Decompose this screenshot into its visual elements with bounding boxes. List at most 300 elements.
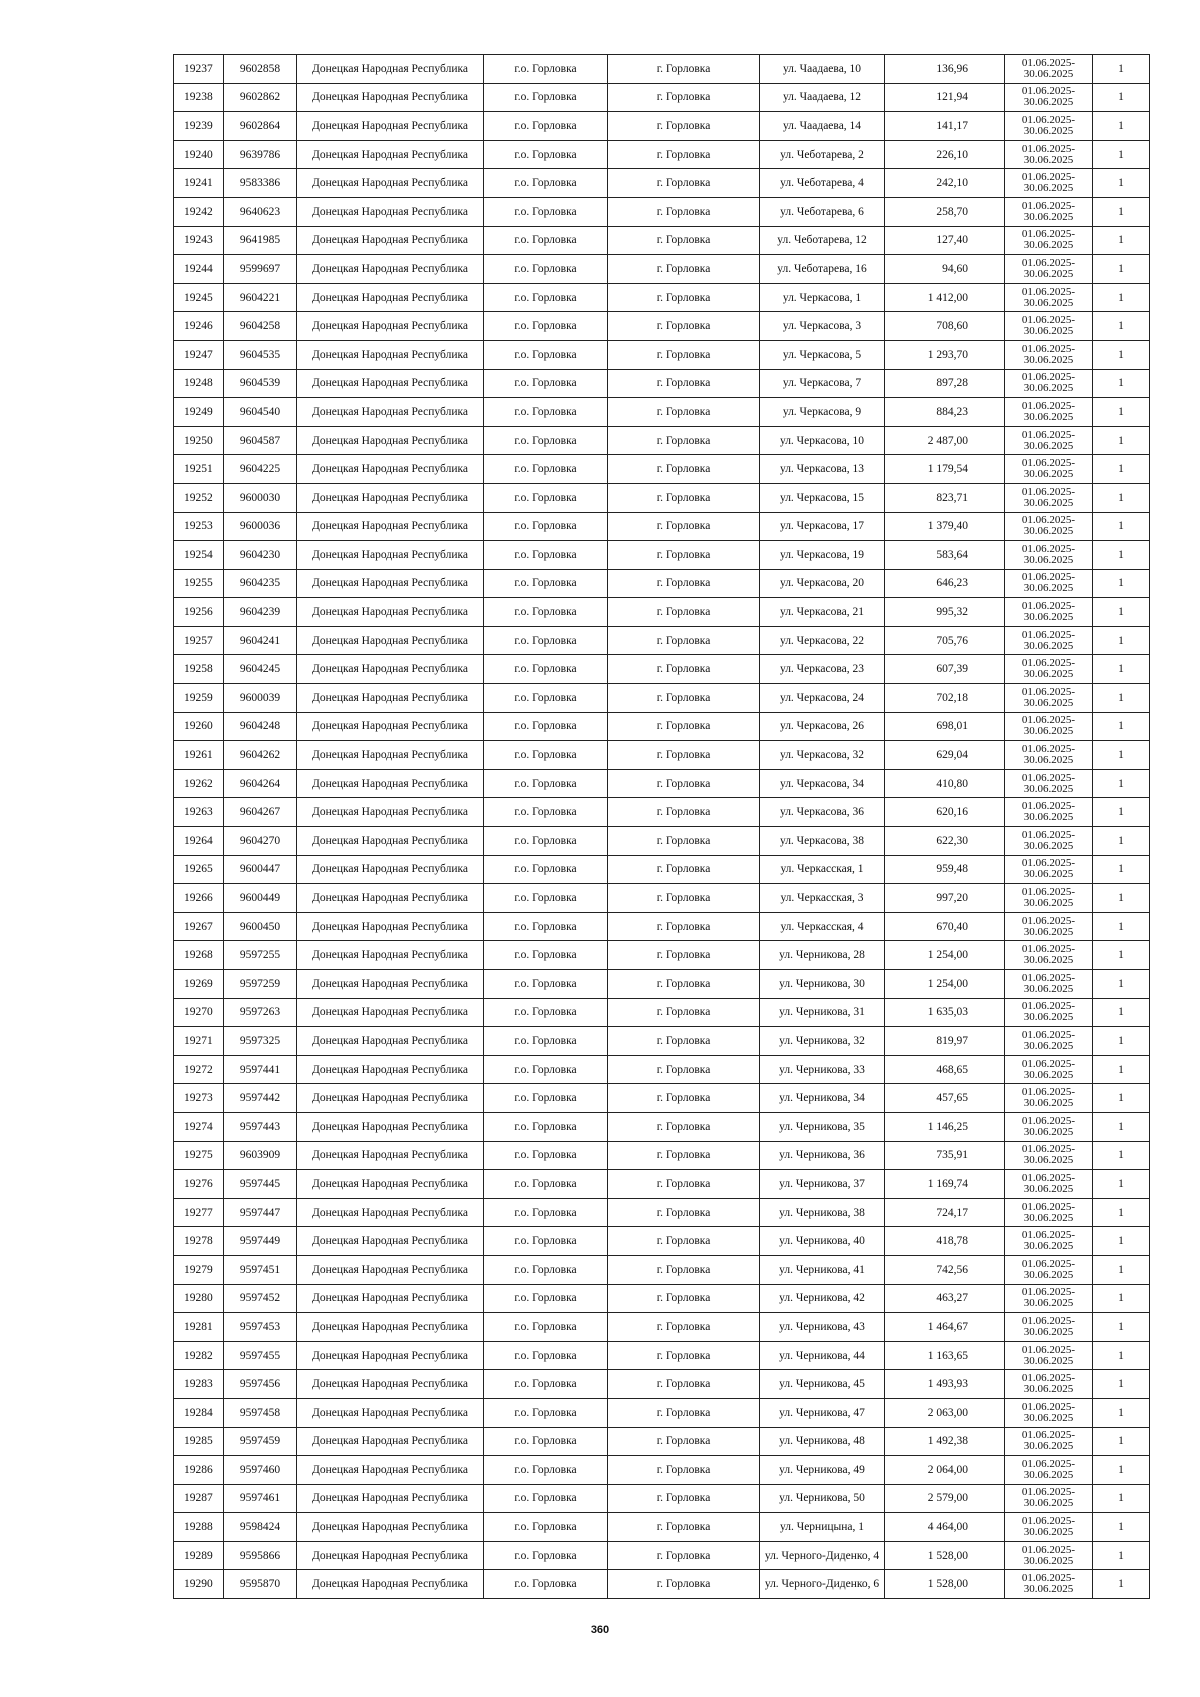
count-cell: 1 xyxy=(1093,1484,1150,1513)
table-row xyxy=(174,884,1150,913)
municipality-cell: г.о. Горловка xyxy=(484,340,608,369)
period-cell xyxy=(1005,255,1093,284)
count-cell: 1 xyxy=(1093,512,1150,541)
table-row xyxy=(174,1170,1150,1199)
municipality-cell: г.о. Горловка xyxy=(484,1284,608,1313)
count-cell: 1 xyxy=(1093,855,1150,884)
address-cell: ул. Чаадаева, 10 xyxy=(760,55,885,84)
municipality-cell: г.о. Горловка xyxy=(484,827,608,856)
period-start: 01.06.2025- xyxy=(1021,1543,1076,1556)
period-end: 30.06.2025 xyxy=(1023,496,1074,509)
address-cell: ул. Черникова, 31 xyxy=(760,998,885,1027)
period-end: 30.06.2025 xyxy=(1023,1211,1074,1224)
period-end: 30.06.2025 xyxy=(1023,210,1074,223)
city-cell: г. Горловка xyxy=(608,1456,760,1485)
municipality-cell: г.о. Горловка xyxy=(484,626,608,655)
row-index-cell: 19276 xyxy=(174,1170,224,1199)
address-cell: ул. Черкасова, 20 xyxy=(760,569,885,598)
row-index-cell: 19244 xyxy=(174,255,224,284)
region-cell: Донецкая Народная Республика xyxy=(297,1398,484,1427)
table-row xyxy=(174,169,1150,198)
period-end: 30.06.2025 xyxy=(1023,1468,1074,1481)
city-cell: г. Горловка xyxy=(608,483,760,512)
address-cell: ул. Черкасова, 36 xyxy=(760,798,885,827)
region-cell: Донецкая Народная Республика xyxy=(297,1427,484,1456)
city-cell: г. Горловка xyxy=(608,855,760,884)
area-cell: 620,16 xyxy=(885,798,1005,827)
period-end: 30.06.2025 xyxy=(1023,1411,1074,1424)
address-cell: ул. Черникова, 43 xyxy=(760,1313,885,1342)
count-cell: 1 xyxy=(1093,598,1150,627)
area-cell: 141,17 xyxy=(885,112,1005,141)
region-cell: Донецкая Народная Республика xyxy=(297,1313,484,1342)
period-start: 01.06.2025- xyxy=(1021,1171,1076,1184)
object-id-cell: 9604264 xyxy=(224,769,297,798)
period-cell xyxy=(1005,169,1093,198)
count-cell: 1 xyxy=(1093,312,1150,341)
address-cell: ул. Черкасова, 34 xyxy=(760,769,885,798)
row-index-cell: 19246 xyxy=(174,312,224,341)
municipality-cell: г.о. Горловка xyxy=(484,741,608,770)
count-cell: 1 xyxy=(1093,684,1150,713)
period-cell xyxy=(1005,1570,1093,1599)
table-row xyxy=(174,312,1150,341)
table-row xyxy=(174,1284,1150,1313)
municipality-cell: г.о. Горловка xyxy=(484,1541,608,1570)
period-start: 01.06.2025- xyxy=(1021,743,1076,756)
row-index-cell: 19285 xyxy=(174,1427,224,1456)
count-cell: 1 xyxy=(1093,1398,1150,1427)
area-cell: 1 163,65 xyxy=(885,1341,1005,1370)
address-cell: ул. Черникова, 37 xyxy=(760,1170,885,1199)
period-end: 30.06.2025 xyxy=(1023,839,1074,852)
area-cell: 94,60 xyxy=(885,255,1005,284)
address-cell: ул. Черкасова, 23 xyxy=(760,655,885,684)
table-row xyxy=(174,1398,1150,1427)
table-row xyxy=(174,1084,1150,1113)
count-cell: 1 xyxy=(1093,197,1150,226)
city-cell: г. Горловка xyxy=(608,684,760,713)
area-cell: 1 169,74 xyxy=(885,1170,1005,1199)
period-start: 01.06.2025- xyxy=(1021,1372,1076,1385)
region-cell: Донецкая Народная Республика xyxy=(297,112,484,141)
city-cell: г. Горловка xyxy=(608,569,760,598)
area-cell: 1 293,70 xyxy=(885,340,1005,369)
area-cell: 1 493,93 xyxy=(885,1370,1005,1399)
count-cell: 1 xyxy=(1093,1456,1150,1485)
row-index-cell: 19273 xyxy=(174,1084,224,1113)
period-cell xyxy=(1005,1484,1093,1513)
row-index-cell: 19262 xyxy=(174,769,224,798)
period-start: 01.06.2025- xyxy=(1021,1400,1076,1413)
city-cell: г. Горловка xyxy=(608,112,760,141)
period-cell xyxy=(1005,1055,1093,1084)
period-cell xyxy=(1005,1313,1093,1342)
period-end: 30.06.2025 xyxy=(1023,954,1074,967)
area-cell: 1 179,54 xyxy=(885,455,1005,484)
area-cell: 1 379,40 xyxy=(885,512,1005,541)
table-row xyxy=(174,541,1150,570)
count-cell: 1 xyxy=(1093,970,1150,999)
area-cell: 2 579,00 xyxy=(885,1484,1005,1513)
city-cell: г. Горловка xyxy=(608,769,760,798)
object-id-cell: 9597451 xyxy=(224,1255,297,1284)
period-start: 01.06.2025- xyxy=(1021,1343,1076,1356)
city-cell: г. Горловка xyxy=(608,455,760,484)
area-cell: 698,01 xyxy=(885,712,1005,741)
row-index-cell: 19266 xyxy=(174,884,224,913)
municipality-cell: г.о. Горловка xyxy=(484,398,608,427)
area-cell: 1 528,00 xyxy=(885,1570,1005,1599)
row-index-cell: 19281 xyxy=(174,1313,224,1342)
address-cell: ул. Чаадаева, 14 xyxy=(760,112,885,141)
area-cell: 4 464,00 xyxy=(885,1513,1005,1542)
count-cell: 1 xyxy=(1093,1513,1150,1542)
area-cell: 622,30 xyxy=(885,827,1005,856)
count-cell: 1 xyxy=(1093,1313,1150,1342)
region-cell: Донецкая Народная Республика xyxy=(297,140,484,169)
address-cell: ул. Черникова, 42 xyxy=(760,1284,885,1313)
object-id-cell: 9597259 xyxy=(224,970,297,999)
city-cell: г. Горловка xyxy=(608,1570,760,1599)
period-cell xyxy=(1005,312,1093,341)
region-cell: Донецкая Народная Республика xyxy=(297,283,484,312)
region-cell: Донецкая Народная Республика xyxy=(297,1055,484,1084)
row-index-cell: 19270 xyxy=(174,998,224,1027)
row-index-cell: 19263 xyxy=(174,798,224,827)
municipality-cell: г.о. Горловка xyxy=(484,1255,608,1284)
municipality-cell: г.о. Горловка xyxy=(484,855,608,884)
city-cell: г. Горловка xyxy=(608,255,760,284)
period-end: 30.06.2025 xyxy=(1023,897,1074,910)
region-cell: Донецкая Народная Республика xyxy=(297,1255,484,1284)
table-row xyxy=(174,55,1150,84)
object-id-cell: 9604235 xyxy=(224,569,297,598)
area-cell: 242,10 xyxy=(885,169,1005,198)
row-index-cell: 19242 xyxy=(174,197,224,226)
period-start: 01.06.2025- xyxy=(1021,714,1076,727)
region-cell: Донецкая Народная Республика xyxy=(297,798,484,827)
period-start: 01.06.2025- xyxy=(1021,171,1076,184)
region-cell: Донецкая Народная Республика xyxy=(297,1341,484,1370)
area-cell: 410,80 xyxy=(885,769,1005,798)
table-row xyxy=(174,626,1150,655)
period-cell xyxy=(1005,569,1093,598)
region-cell: Донецкая Народная Республика xyxy=(297,455,484,484)
period-start: 01.06.2025- xyxy=(1021,1028,1076,1041)
period-start: 01.06.2025- xyxy=(1021,685,1076,698)
area-cell: 1 412,00 xyxy=(885,283,1005,312)
period-start: 01.06.2025- xyxy=(1021,342,1076,355)
object-id-cell: 9604270 xyxy=(224,827,297,856)
address-cell: ул. Черкасова, 13 xyxy=(760,455,885,484)
city-cell: г. Горловка xyxy=(608,1427,760,1456)
municipality-cell: г.о. Горловка xyxy=(484,1112,608,1141)
address-cell: ул. Черникова, 48 xyxy=(760,1427,885,1456)
city-cell: г. Горловка xyxy=(608,226,760,255)
object-id-cell: 9600447 xyxy=(224,855,297,884)
period-end: 30.06.2025 xyxy=(1023,239,1074,252)
period-end: 30.06.2025 xyxy=(1023,782,1074,795)
city-cell: г. Горловка xyxy=(608,541,760,570)
count-cell: 1 xyxy=(1093,283,1150,312)
row-index-cell: 19256 xyxy=(174,598,224,627)
object-id-cell: 9597458 xyxy=(224,1398,297,1427)
period-start: 01.06.2025- xyxy=(1021,1114,1076,1127)
period-end: 30.06.2025 xyxy=(1023,525,1074,538)
count-cell: 1 xyxy=(1093,1112,1150,1141)
municipality-cell: г.о. Горловка xyxy=(484,1341,608,1370)
count-cell: 1 xyxy=(1093,1141,1150,1170)
period-start: 01.06.2025- xyxy=(1021,1429,1076,1442)
object-id-cell: 9604539 xyxy=(224,369,297,398)
city-cell: г. Горловка xyxy=(608,598,760,627)
period-start: 01.06.2025- xyxy=(1021,428,1076,441)
address-cell: ул. Черкасова, 38 xyxy=(760,827,885,856)
municipality-cell: г.о. Горловка xyxy=(484,1055,608,1084)
table-row xyxy=(174,255,1150,284)
region-cell: Донецкая Народная Республика xyxy=(297,1198,484,1227)
address-cell: ул. Черного-Диденко, 6 xyxy=(760,1570,885,1599)
period-start: 01.06.2025- xyxy=(1021,971,1076,984)
city-cell: г. Горловка xyxy=(608,741,760,770)
row-index-cell: 19255 xyxy=(174,569,224,598)
count-cell: 1 xyxy=(1093,83,1150,112)
registry-table xyxy=(173,54,1150,1599)
object-id-cell: 9583386 xyxy=(224,169,297,198)
area-cell: 897,28 xyxy=(885,369,1005,398)
period-start: 01.06.2025- xyxy=(1021,542,1076,555)
period-end: 30.06.2025 xyxy=(1023,1268,1074,1281)
period-cell xyxy=(1005,769,1093,798)
area-cell: 724,17 xyxy=(885,1198,1005,1227)
city-cell: г. Горловка xyxy=(608,798,760,827)
area-cell: 468,65 xyxy=(885,1055,1005,1084)
area-cell: 646,23 xyxy=(885,569,1005,598)
period-cell xyxy=(1005,941,1093,970)
row-index-cell: 19243 xyxy=(174,226,224,255)
table-row xyxy=(174,140,1150,169)
count-cell: 1 xyxy=(1093,998,1150,1027)
period-cell xyxy=(1005,426,1093,455)
address-cell: ул. Черкасова, 7 xyxy=(760,369,885,398)
count-cell: 1 xyxy=(1093,626,1150,655)
period-end: 30.06.2025 xyxy=(1023,553,1074,566)
region-cell: Донецкая Народная Республика xyxy=(297,226,484,255)
region-cell: Донецкая Народная Республика xyxy=(297,1141,484,1170)
row-index-cell: 19258 xyxy=(174,655,224,684)
row-index-cell: 19250 xyxy=(174,426,224,455)
object-id-cell: 9597449 xyxy=(224,1227,297,1256)
table-row xyxy=(174,1141,1150,1170)
address-cell: ул. Чаадаева, 12 xyxy=(760,83,885,112)
count-cell: 1 xyxy=(1093,1055,1150,1084)
period-end: 30.06.2025 xyxy=(1023,1526,1074,1539)
area-cell: 884,23 xyxy=(885,398,1005,427)
count-cell: 1 xyxy=(1093,140,1150,169)
region-cell: Донецкая Народная Республика xyxy=(297,55,484,84)
region-cell: Донецкая Народная Республика xyxy=(297,741,484,770)
address-cell: ул. Черникова, 38 xyxy=(760,1198,885,1227)
row-index-cell: 19249 xyxy=(174,398,224,427)
address-cell: ул. Черникова, 34 xyxy=(760,1084,885,1113)
area-cell: 735,91 xyxy=(885,1141,1005,1170)
period-cell xyxy=(1005,1255,1093,1284)
table-row xyxy=(174,1112,1150,1141)
region-cell: Донецкая Народная Республика xyxy=(297,827,484,856)
table-row xyxy=(174,1198,1150,1227)
row-index-cell: 19274 xyxy=(174,1112,224,1141)
municipality-cell: г.о. Горловка xyxy=(484,541,608,570)
city-cell: г. Горловка xyxy=(608,1112,760,1141)
area-cell: 1 464,67 xyxy=(885,1313,1005,1342)
table-row xyxy=(174,197,1150,226)
period-end: 30.06.2025 xyxy=(1023,725,1074,738)
municipality-cell: г.о. Горловка xyxy=(484,1570,608,1599)
table-row xyxy=(174,83,1150,112)
area-cell: 457,65 xyxy=(885,1084,1005,1113)
period-cell xyxy=(1005,1198,1093,1227)
period-end: 30.06.2025 xyxy=(1023,96,1074,109)
region-cell: Донецкая Народная Республика xyxy=(297,569,484,598)
count-cell: 1 xyxy=(1093,827,1150,856)
region-cell: Донецкая Народная Республика xyxy=(297,1284,484,1313)
period-start: 01.06.2025- xyxy=(1021,1143,1076,1156)
period-end: 30.06.2025 xyxy=(1023,582,1074,595)
period-cell xyxy=(1005,855,1093,884)
period-end: 30.06.2025 xyxy=(1023,124,1074,137)
count-cell: 1 xyxy=(1093,1341,1150,1370)
region-cell: Донецкая Народная Республика xyxy=(297,197,484,226)
object-id-cell: 9597447 xyxy=(224,1198,297,1227)
count-cell: 1 xyxy=(1093,426,1150,455)
table-row xyxy=(174,712,1150,741)
region-cell: Донецкая Народная Республика xyxy=(297,1112,484,1141)
area-cell: 705,76 xyxy=(885,626,1005,655)
period-cell xyxy=(1005,1084,1093,1113)
table-row xyxy=(174,226,1150,255)
address-cell: ул. Черкасская, 3 xyxy=(760,884,885,913)
municipality-cell: г.о. Горловка xyxy=(484,1084,608,1113)
area-cell: 959,48 xyxy=(885,855,1005,884)
count-cell: 1 xyxy=(1093,1570,1150,1599)
row-index-cell: 19287 xyxy=(174,1484,224,1513)
address-cell: ул. Черницына, 1 xyxy=(760,1513,885,1542)
table-row xyxy=(174,426,1150,455)
city-cell: г. Горловка xyxy=(608,1170,760,1199)
table-row xyxy=(174,1513,1150,1542)
period-end: 30.06.2025 xyxy=(1023,1440,1074,1453)
period-end: 30.06.2025 xyxy=(1023,67,1074,80)
period-start: 01.06.2025- xyxy=(1021,628,1076,641)
table-row xyxy=(174,1370,1150,1399)
period-start: 01.06.2025- xyxy=(1021,1229,1076,1242)
object-id-cell: 9597452 xyxy=(224,1284,297,1313)
count-cell: 1 xyxy=(1093,884,1150,913)
period-start: 01.06.2025- xyxy=(1021,371,1076,384)
period-end: 30.06.2025 xyxy=(1023,153,1074,166)
count-cell: 1 xyxy=(1093,1284,1150,1313)
area-cell: 2 064,00 xyxy=(885,1456,1005,1485)
region-cell: Донецкая Народная Республика xyxy=(297,1227,484,1256)
count-cell: 1 xyxy=(1093,1255,1150,1284)
region-cell: Донецкая Народная Республика xyxy=(297,1570,484,1599)
table-row xyxy=(174,684,1150,713)
municipality-cell: г.о. Горловка xyxy=(484,1398,608,1427)
region-cell: Донецкая Народная Республика xyxy=(297,1027,484,1056)
period-end: 30.06.2025 xyxy=(1023,1240,1074,1253)
region-cell: Донецкая Народная Республика xyxy=(297,312,484,341)
address-cell: ул. Чеботарева, 6 xyxy=(760,197,885,226)
count-cell: 1 xyxy=(1093,1541,1150,1570)
address-cell: ул. Черникова, 45 xyxy=(760,1370,885,1399)
count-cell: 1 xyxy=(1093,1027,1150,1056)
region-cell: Донецкая Народная Республика xyxy=(297,1456,484,1485)
table-row xyxy=(174,1570,1150,1599)
table-row xyxy=(174,855,1150,884)
object-id-cell: 9600449 xyxy=(224,884,297,913)
period-end: 30.06.2025 xyxy=(1023,468,1074,481)
period-end: 30.06.2025 xyxy=(1023,611,1074,624)
address-cell: ул. Черкасова, 10 xyxy=(760,426,885,455)
period-cell xyxy=(1005,455,1093,484)
period-cell xyxy=(1005,1427,1093,1456)
count-cell: 1 xyxy=(1093,1227,1150,1256)
count-cell: 1 xyxy=(1093,798,1150,827)
city-cell: г. Горловка xyxy=(608,1370,760,1399)
object-id-cell: 9604248 xyxy=(224,712,297,741)
region-cell: Донецкая Народная Республика xyxy=(297,426,484,455)
region-cell: Донецкая Народная Республика xyxy=(297,1370,484,1399)
address-cell: ул. Чеботарева, 2 xyxy=(760,140,885,169)
city-cell: г. Горловка xyxy=(608,340,760,369)
row-index-cell: 19282 xyxy=(174,1341,224,1370)
object-id-cell: 9597442 xyxy=(224,1084,297,1113)
address-cell: ул. Черникова, 49 xyxy=(760,1456,885,1485)
city-cell: г. Горловка xyxy=(608,169,760,198)
row-index-cell: 19248 xyxy=(174,369,224,398)
object-id-cell: 9597459 xyxy=(224,1427,297,1456)
row-index-cell: 19268 xyxy=(174,941,224,970)
table-row xyxy=(174,970,1150,999)
count-cell: 1 xyxy=(1093,941,1150,970)
city-cell: г. Горловка xyxy=(608,970,760,999)
object-id-cell: 9600039 xyxy=(224,684,297,713)
city-cell: г. Горловка xyxy=(608,1084,760,1113)
area-cell: 670,40 xyxy=(885,912,1005,941)
period-end: 30.06.2025 xyxy=(1023,1154,1074,1167)
table-row xyxy=(174,112,1150,141)
table-row xyxy=(174,912,1150,941)
count-cell: 1 xyxy=(1093,340,1150,369)
period-start: 01.06.2025- xyxy=(1021,285,1076,298)
city-cell: г. Горловка xyxy=(608,1027,760,1056)
period-start: 01.06.2025- xyxy=(1021,1086,1076,1099)
address-cell: ул. Черкасова, 32 xyxy=(760,741,885,770)
object-id-cell: 9602862 xyxy=(224,83,297,112)
row-index-cell: 19289 xyxy=(174,1541,224,1570)
table-row xyxy=(174,340,1150,369)
period-end: 30.06.2025 xyxy=(1023,1011,1074,1024)
area-cell: 2 063,00 xyxy=(885,1398,1005,1427)
municipality-cell: г.о. Горловка xyxy=(484,941,608,970)
period-end: 30.06.2025 xyxy=(1023,1325,1074,1338)
period-end: 30.06.2025 xyxy=(1023,668,1074,681)
row-index-cell: 19275 xyxy=(174,1141,224,1170)
period-cell xyxy=(1005,369,1093,398)
area-cell: 995,32 xyxy=(885,598,1005,627)
municipality-cell: г.о. Горловка xyxy=(484,655,608,684)
